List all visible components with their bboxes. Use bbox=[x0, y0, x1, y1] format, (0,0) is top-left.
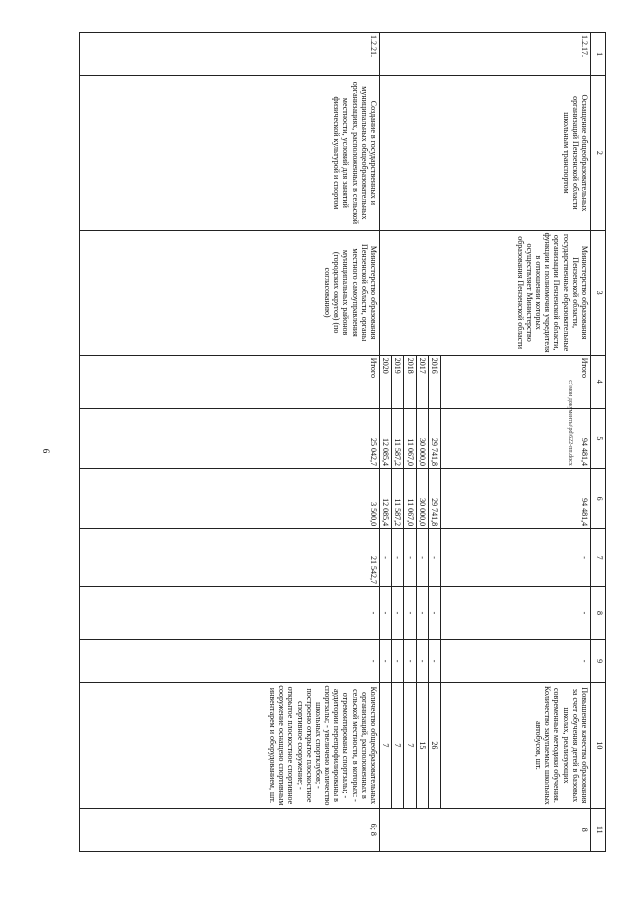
measure-name: Оснащение общеобразовательных организаций Пензенской области школьным транспортом bbox=[380, 76, 591, 230]
year: 2017 bbox=[416, 355, 428, 408]
col-11-value: 6; 8 bbox=[80, 808, 380, 851]
table-row bbox=[80, 33, 380, 852]
year-col-5: 30 000,0 bbox=[416, 408, 428, 468]
header-col-5: 5 bbox=[591, 408, 606, 468]
year-col-7: - bbox=[404, 529, 416, 587]
year: 2016 bbox=[428, 355, 440, 408]
year-col-10: 7 bbox=[380, 683, 392, 808]
year-col-7: - bbox=[416, 529, 428, 587]
total-col-7: 21 542,7 bbox=[80, 529, 380, 587]
header-col-7: 7 bbox=[591, 529, 606, 587]
year-col-8: - bbox=[380, 586, 392, 639]
year-col-8: - bbox=[404, 586, 416, 639]
header-col-2: 2 bbox=[591, 76, 606, 230]
program-measures-table bbox=[79, 32, 606, 852]
header-col-11: 11 bbox=[591, 808, 606, 851]
total-label: Итого bbox=[441, 355, 591, 408]
year-col-7: - bbox=[392, 529, 404, 587]
header-col-4: 4 bbox=[591, 355, 606, 408]
year-col-8: - bbox=[392, 586, 404, 639]
year-col-6: 12 085,4 bbox=[380, 468, 392, 528]
header-col-3: 3 bbox=[591, 230, 606, 355]
total-col-6: 3 500,0 bbox=[80, 468, 380, 528]
measure-name: Создание в государственных и муниципальных общеобразовательных организациях, расположенных в сельской местности, условий для занятий физической культурой и спортом bbox=[80, 76, 380, 230]
year-col-10: 7 bbox=[404, 683, 416, 808]
year-col-6: 30 000,0 bbox=[416, 468, 428, 528]
total-col-5: 25 042,7 bbox=[80, 408, 380, 468]
rotated-table-sheet bbox=[76, 32, 606, 852]
file-path-footer: c:\мои документы\pd\622-пп.docx bbox=[567, 380, 573, 466]
year: 2018 bbox=[404, 355, 416, 408]
year-col-7: - bbox=[428, 529, 440, 587]
row-number: 1.2.21. bbox=[80, 33, 380, 76]
year-col-7: - bbox=[380, 529, 392, 587]
row-number: 1.2.17. bbox=[380, 33, 591, 76]
year-col-9: - bbox=[380, 639, 392, 682]
year-col-6: 11 587,2 bbox=[392, 468, 404, 528]
header-col-10: 10 bbox=[591, 683, 606, 808]
col-11-value: 8 bbox=[380, 808, 591, 851]
header-col-8: 8 bbox=[591, 586, 606, 639]
executor: Министерство образования Пензенской области, государственные образовательные организации Пензенской области, функции и полномочия учредителя в отношении которых осуществляет Министерство образования Пензенской области bbox=[380, 230, 591, 355]
year-col-9: - bbox=[392, 639, 404, 682]
executor: Министерство образования Пензенской области, органы местного самоуправления муниципальных районов (городских округов) (по согласованию) bbox=[80, 230, 380, 355]
header-col-9: 9 bbox=[591, 639, 606, 682]
header-row bbox=[591, 33, 606, 852]
total-col-8: - bbox=[80, 586, 380, 639]
year-col-5: 11 067,0 bbox=[404, 408, 416, 468]
year-col-9: - bbox=[416, 639, 428, 682]
page-number: 6 bbox=[41, 448, 51, 454]
year: 2019 bbox=[392, 355, 404, 408]
header-col-6: 6 bbox=[591, 468, 606, 528]
total-col-9: - bbox=[80, 639, 380, 682]
indicator-text: Повышение качества образования за счет обучения детей в базовых школах, реализующих современные методики обучения. Количество закупаемых школьных автобусов, шт. bbox=[441, 683, 591, 808]
year: 2020 bbox=[380, 355, 392, 408]
year-col-9: - bbox=[404, 639, 416, 682]
year-col-5: 11 587,2 bbox=[392, 408, 404, 468]
year-col-8: - bbox=[416, 586, 428, 639]
year-col-6: 11 067,0 bbox=[404, 468, 416, 528]
year-col-8: - bbox=[428, 586, 440, 639]
year-col-10: 7 bbox=[392, 683, 404, 808]
total-col-5: 94 481,4 bbox=[441, 408, 591, 468]
indicator-text: Количество общеобразовательных организаций, расположенных в сельской местности, в которых: - отремонтированы спортзалы; - аудитории перепрофилированы в спортзалы; - увеличено количество школьных спортклубов; - построено открытое плоскостное спортивное сооружение; - открытое плоскостное спортивное сооружение оснащено спортивным инвентарем и оборудованием, шт. bbox=[80, 683, 380, 808]
year-col-6: 29 741,8 bbox=[428, 468, 440, 528]
total-col-9: - bbox=[441, 639, 591, 682]
year-col-10: 15 bbox=[416, 683, 428, 808]
total-label: Итого bbox=[80, 355, 380, 408]
total-col-6: 94 481,4 bbox=[441, 468, 591, 528]
total-col-8: - bbox=[441, 586, 591, 639]
header-col-1: 1 bbox=[591, 33, 606, 76]
total-col-7: - bbox=[441, 529, 591, 587]
year-col-5: 12 085,4 bbox=[380, 408, 392, 468]
year-col-9: - bbox=[428, 639, 440, 682]
year-col-10: 26 bbox=[428, 683, 440, 808]
year-col-5: 29 741,8 bbox=[428, 408, 440, 468]
